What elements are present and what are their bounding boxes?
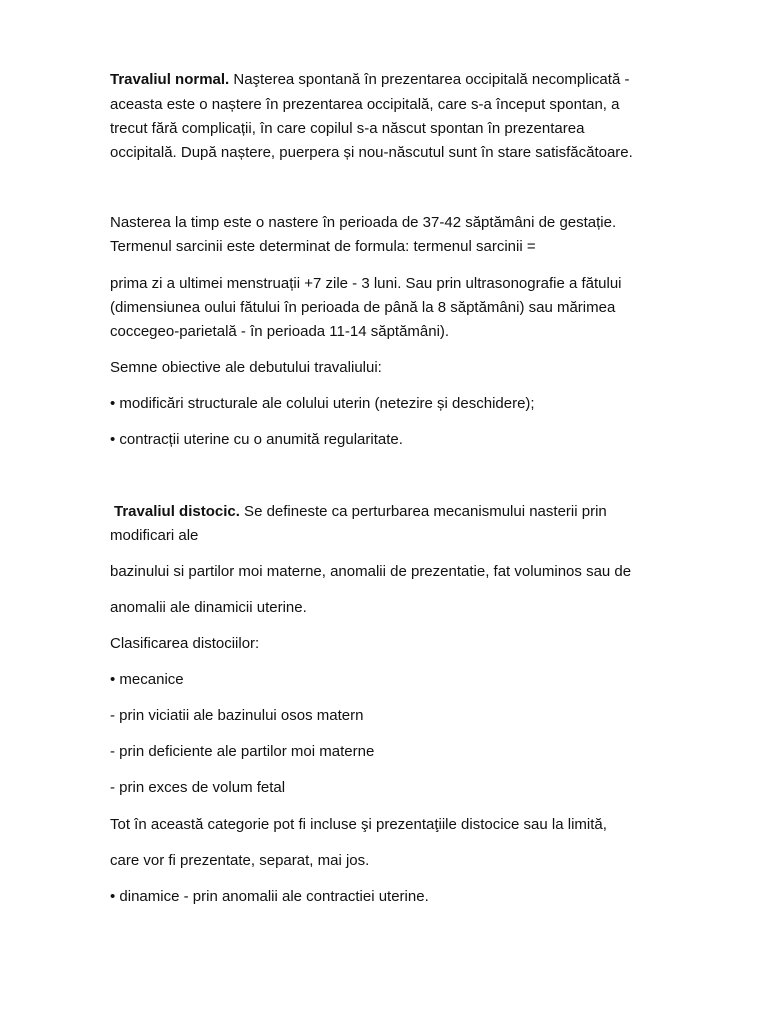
paragraph-text: Se defineste ca perturbarea mecanismului nasterii prin (239, 503, 607, 520)
section-heading-normal: Travaliul normal. (110, 71, 230, 88)
paragraph-line: occipitală. După naștere, puerpera și nou-născutul sunt în stare satisfăcătoare. (110, 144, 633, 161)
list-item: • contracții uterine cu o anumită regularitate. (110, 431, 403, 448)
list-item: • mecanice (110, 671, 184, 688)
paragraph-line: (dimensiunea oului fătului în perioada de până la 8 săptămâni) sau mărimea (110, 299, 616, 316)
signs-title: Semne obiective ale debutului travaliului: (110, 359, 382, 376)
paragraph-line: Nasterea la timp este o nastere în perioada de 37-42 săptămâni de gestație. (110, 214, 617, 231)
list-item: • modificări structurale ale colului uterin (netezire și deschidere); (110, 395, 535, 412)
list-subitem: - prin viciatii ale bazinului osos matern (110, 707, 364, 724)
paragraph-line: aceasta este o naștere în prezentarea occipitală, care s-a început spontan, a (110, 96, 620, 113)
paragraph-line: Tot în această categorie pot fi incluse şi prezentaţiile distocice sau la limită, (110, 816, 607, 833)
paragraph-line: Termenul sarcinii este determinat de formula: termenul sarcinii = (110, 238, 536, 255)
paragraph-line: prima zi a ultimei menstruații +7 zile - 3 luni. Sau prin ultrasonografie a fătului (110, 275, 622, 292)
paragraph-line: trecut fără complicații, în care copilul s-a născut spontan în prezentarea (110, 120, 585, 137)
list-subitem: - prin exces de volum fetal (110, 779, 286, 796)
paragraph-line: coccegeo-parietală - în perioada 11-14 săptămâni). (110, 323, 450, 340)
list-item: • dinamice - prin anomalii ale contractiei uterine. (110, 888, 429, 905)
paragraph-line (110, 70, 629, 90)
paragraph-line (114, 502, 607, 522)
paragraph-line: anomalii ale dinamicii uterine. (110, 599, 307, 616)
list-subitem: - prin deficiente ale partilor moi materne (110, 743, 375, 760)
paragraph-line: care vor fi prezentate, separat, mai jos. (110, 852, 370, 869)
section-heading-distocic: Travaliul distocic. (114, 503, 240, 520)
classification-title: Clasificarea distociilor: (110, 635, 260, 652)
paragraph-line: modificari ale (110, 527, 199, 544)
paragraph-line: bazinului si partilor moi materne, anomalii de prezentatie, fat voluminos sau de (110, 563, 632, 580)
paragraph-text: Naşterea spontană în prezentarea occipitală necomplicată - (229, 71, 630, 88)
